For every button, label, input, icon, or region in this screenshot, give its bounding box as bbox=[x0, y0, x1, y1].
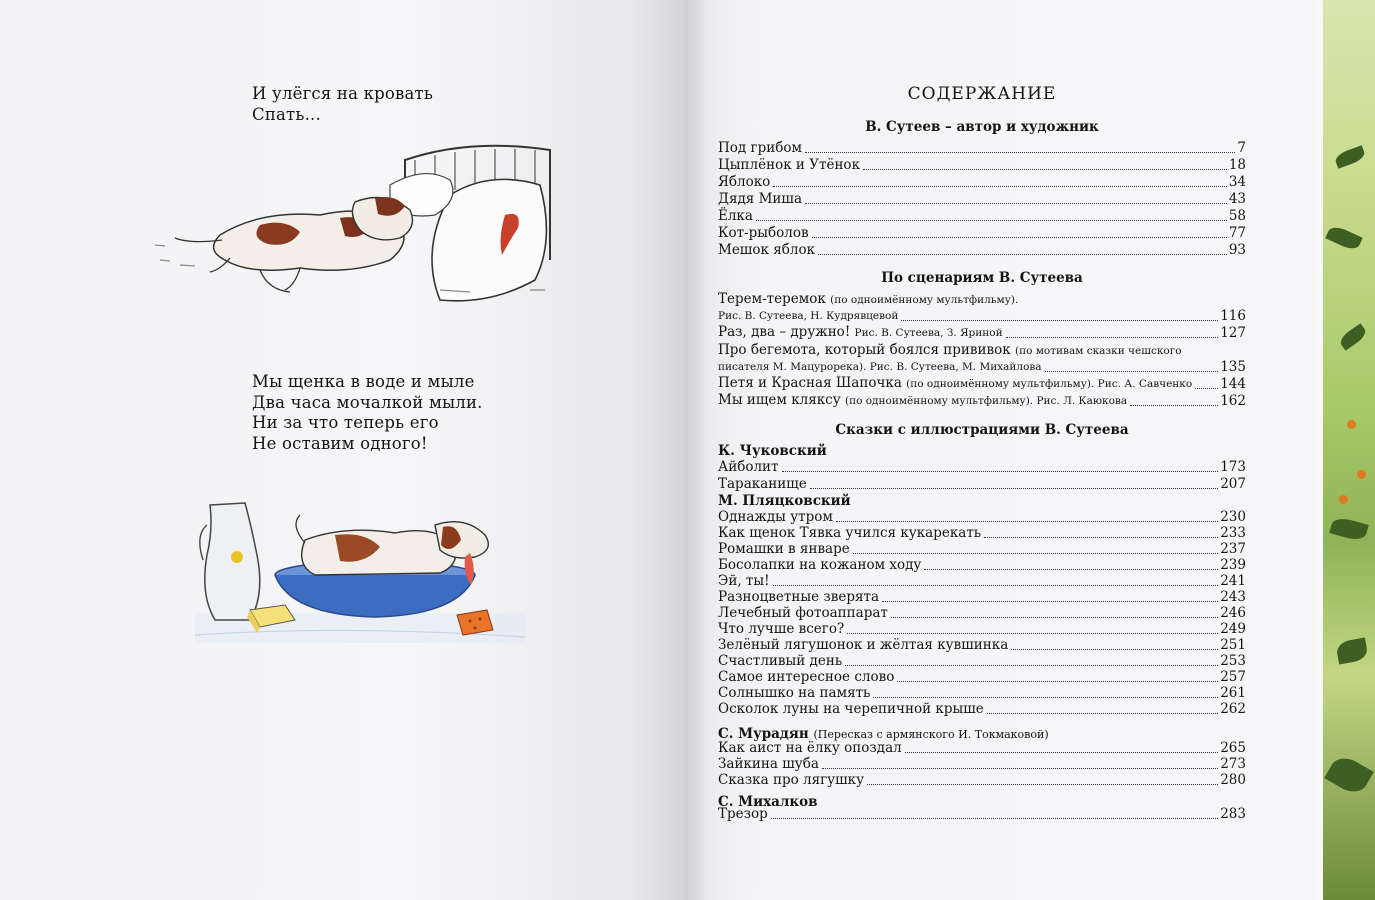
toc-entry[interactable]: Однажды утром 230 bbox=[718, 509, 1246, 525]
toc-entry[interactable]: Солнышко на память 261 bbox=[718, 685, 1246, 701]
toc-entry[interactable]: Зелёный лягушонок и жёлтая кувшинка 251 bbox=[718, 637, 1246, 653]
page-number: 233 bbox=[1220, 525, 1246, 541]
toc-entry[interactable]: Раз, два – дружно! Рис. В. Сутеева, З. Яриной 127 bbox=[718, 324, 1246, 341]
page-number: 261 bbox=[1220, 685, 1246, 701]
toc-entry[interactable]: Самое интересное слово 257 bbox=[718, 669, 1246, 685]
page-number: 239 bbox=[1220, 557, 1246, 573]
page-number: 265 bbox=[1220, 740, 1246, 756]
poem-line: И улёгся на кровать bbox=[252, 84, 434, 103]
page-number: 34 bbox=[1228, 174, 1246, 190]
poem-line: Спать... bbox=[252, 104, 321, 124]
toc-entry[interactable]: Ёлка 58 bbox=[718, 208, 1246, 224]
toc-section-heading: Сказки с иллюстрациями В. Сутеева bbox=[835, 422, 1129, 438]
toc-entry[interactable]: Разноцветные зверята 243 bbox=[718, 589, 1246, 605]
toc-title: СОДЕРЖАНИЕ bbox=[907, 84, 1057, 104]
puppy-washing-illustration bbox=[195, 495, 525, 655]
page-number: 207 bbox=[1220, 476, 1246, 492]
page-number: 262 bbox=[1220, 701, 1246, 717]
page-number: 162 bbox=[1220, 393, 1246, 409]
toc-section-heading: В. Сутеев – автор и художник bbox=[865, 119, 1099, 135]
page-number: 43 bbox=[1228, 191, 1246, 207]
toc-entry[interactable]: Тараканище 207 bbox=[718, 476, 1246, 492]
toc-entry[interactable]: Цыплёнок и Утёнок 18 bbox=[718, 157, 1246, 173]
page-number: 93 bbox=[1228, 242, 1246, 258]
toc-entry[interactable]: Дядя Миша 43 bbox=[718, 191, 1246, 207]
poem-line: Два часа мочалкой мыли. bbox=[252, 392, 483, 412]
toc-entry[interactable]: Эй, ты! 241 bbox=[718, 573, 1246, 589]
toc-entry[interactable]: Под грибом 7 bbox=[718, 140, 1246, 156]
toc-entry[interactable]: Кот-рыболов 77 bbox=[718, 225, 1246, 241]
toc-author: К. Чуковский bbox=[718, 443, 827, 459]
page-number: 257 bbox=[1220, 669, 1246, 685]
poem-line: Не оставим одного! bbox=[252, 433, 428, 453]
page-number: 58 bbox=[1228, 208, 1246, 224]
page-number: 18 bbox=[1228, 157, 1246, 173]
page-number: 77 bbox=[1228, 225, 1246, 241]
page-number: 241 bbox=[1220, 573, 1246, 589]
toc-entry[interactable]: Как аист на ёлку опоздал 265 bbox=[718, 740, 1246, 756]
page-number: 237 bbox=[1220, 541, 1246, 557]
page-number: 246 bbox=[1220, 605, 1246, 621]
toc-author: С. Мурадян (Пересказ с армянского И. Токмаковой) bbox=[718, 726, 1049, 742]
page-number: 243 bbox=[1220, 589, 1246, 605]
poem-stanza-2 bbox=[252, 372, 483, 454]
poem-line: Ни за что теперь его bbox=[252, 413, 439, 432]
page-number: 273 bbox=[1220, 756, 1246, 772]
toc-entry[interactable]: Яблоко 34 bbox=[718, 174, 1246, 190]
toc-entry[interactable]: Босолапки на кожаном ходу 239 bbox=[718, 557, 1246, 573]
page-number: 249 bbox=[1220, 621, 1246, 637]
toc-entry[interactable]: Что лучше всего? 249 bbox=[718, 621, 1246, 637]
toc-entry[interactable]: Петя и Красная Шапочка (по одноимённому мультфильму). Рис. А. Савченко 144 bbox=[718, 375, 1246, 392]
page-number: 283 bbox=[1220, 806, 1246, 822]
toc-section-heading: По сценариям В. Сутеева bbox=[881, 270, 1083, 286]
page-number: 116 bbox=[1220, 308, 1246, 324]
toc-entry[interactable]: Лечебный фотоаппарат 246 bbox=[718, 605, 1246, 621]
book-cover-edge bbox=[1317, 0, 1375, 900]
toc-entry-line1[interactable]: Терем-теремок (по одноимённому мультфильму). bbox=[718, 291, 1019, 307]
toc-entry[interactable]: Айболит 173 bbox=[718, 459, 1246, 475]
puppy-sleeping-illustration bbox=[150, 140, 570, 310]
toc-entry[interactable]: Мешок яблок 93 bbox=[718, 242, 1246, 258]
page-number: 135 bbox=[1220, 359, 1246, 375]
toc-entry[interactable]: Осколок луны на черепичной крыше 262 bbox=[718, 701, 1246, 717]
toc-entry[interactable]: Сказка про лягушку 280 bbox=[718, 772, 1246, 788]
page-number: 173 bbox=[1220, 459, 1246, 475]
page-number: 127 bbox=[1220, 325, 1246, 341]
toc-author: М. Пляцковский bbox=[718, 493, 851, 509]
poem-stanza-1 bbox=[252, 84, 433, 125]
page-number: 7 bbox=[1237, 140, 1246, 156]
page-number: 230 bbox=[1220, 509, 1246, 525]
toc-author: С. Михалков bbox=[718, 794, 818, 810]
page-number: 253 bbox=[1220, 653, 1246, 669]
toc-entry[interactable]: Счастливый день 253 bbox=[718, 653, 1246, 669]
toc-entry-line1[interactable]: Про бегемота, который боялся прививок (по мотивам сказки чешского bbox=[718, 342, 1182, 358]
toc-entry[interactable]: Ромашки в январе 237 bbox=[718, 541, 1246, 557]
page-number: 144 bbox=[1220, 376, 1246, 392]
page-number: 280 bbox=[1220, 772, 1246, 788]
left-page bbox=[0, 0, 685, 900]
page-number: 251 bbox=[1220, 637, 1246, 653]
toc-entry[interactable]: Зайкина шуба 273 bbox=[718, 756, 1246, 772]
toc-entry[interactable]: Мы ищем кляксу (по одноимённому мультфильму). Рис. Л. Каюкова 162 bbox=[718, 392, 1246, 409]
toc-entry[interactable]: Как щенок Тявка учился кукарекать 233 bbox=[718, 525, 1246, 541]
toc-entry[interactable]: Рис. В. Сутеева, Н. Кудрявцевой 116 bbox=[718, 308, 1246, 324]
poem-line: Мы щенка в воде и мыле bbox=[252, 372, 475, 391]
toc-entry[interactable]: писателя М. Мацурорека). Рис. В. Сутеева, М. Михайлова 135 bbox=[718, 359, 1246, 375]
toc-entry[interactable]: Трезор 283 bbox=[718, 806, 1246, 822]
